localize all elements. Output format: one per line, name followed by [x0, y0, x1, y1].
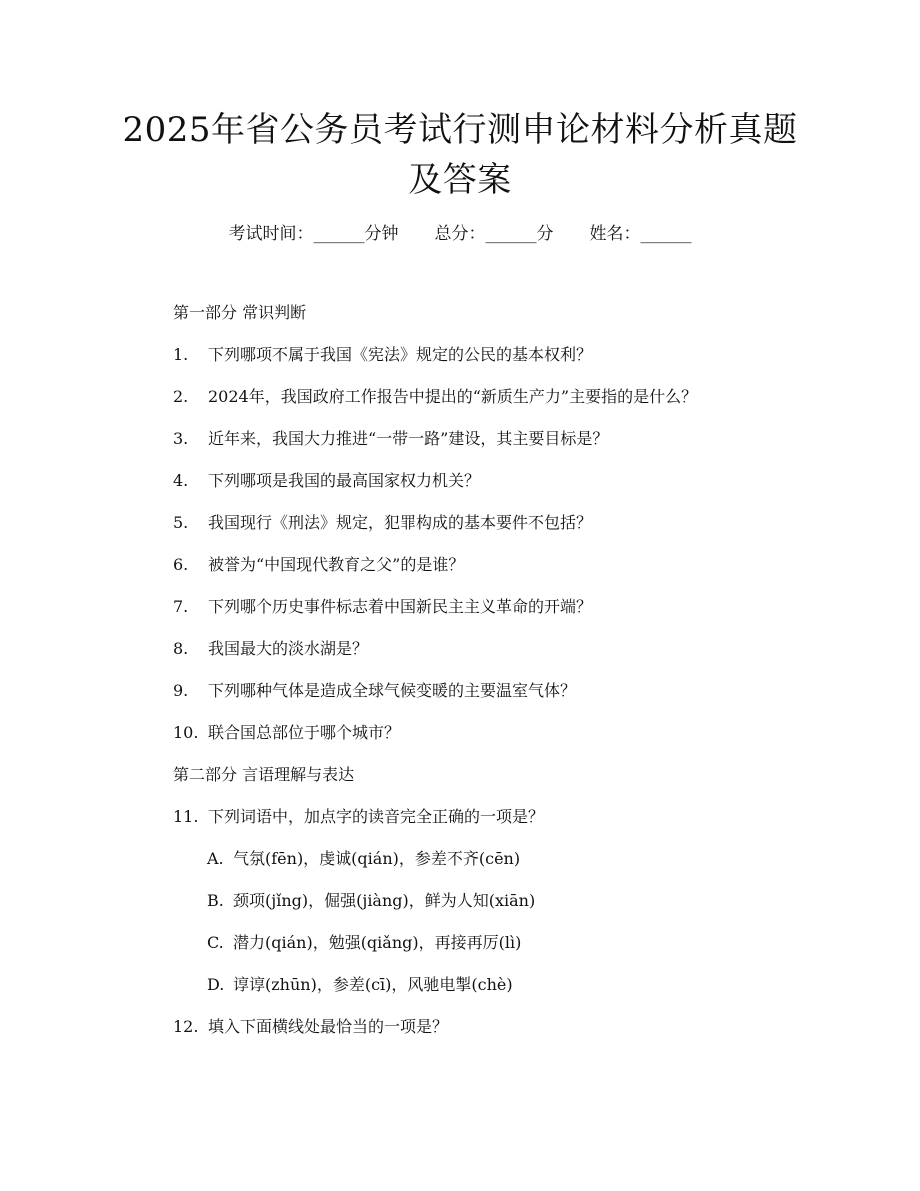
question-item: [173, 343, 592, 367]
question-text: 下列词语中，加点字的读音完全正确的一项是？: [208, 807, 545, 826]
question-item: [173, 1015, 448, 1039]
question-item: [173, 469, 480, 493]
question-item: [173, 637, 368, 661]
option-letter: A.: [207, 849, 224, 868]
answer-option: [207, 889, 535, 913]
document-title-line2: 及答案: [408, 160, 512, 200]
question-number: 9.: [173, 681, 189, 700]
question-item: [173, 553, 464, 577]
question-text: 2024年，我国政府工作报告中提出的“新质生产力”主要指的是什么？: [208, 387, 698, 406]
answer-option: [207, 847, 520, 871]
question-text: 我国现行《刑法》规定，犯罪构成的基本要件不包括？: [208, 513, 593, 532]
question-number: 8.: [173, 639, 189, 658]
exam-meta-row: [0, 221, 920, 247]
option-letter: B.: [207, 891, 224, 910]
document-title-line1: 2025年省公务员考试行测申论材料分析真题: [122, 110, 798, 150]
question-number: 12.: [173, 1017, 199, 1036]
question-text: 我国最大的淡水湖是？: [208, 639, 369, 658]
question-item: [173, 427, 608, 451]
question-item: [173, 679, 576, 703]
question-item: [173, 385, 697, 409]
option-text: 谆谆(zhūn)，参差(cī)，风驰电掣(chè): [233, 975, 513, 994]
answer-option: [207, 931, 521, 955]
question-item: [173, 805, 544, 829]
question-number: 10.: [173, 723, 199, 742]
question-text: 被誉为“中国现代教育之父”的是谁？: [208, 555, 465, 574]
question-number: 4.: [173, 471, 189, 490]
total-score-label: 总分：______分: [434, 224, 554, 244]
question-text: 近年来，我国大力推进“一带一路”建设，其主要目标是？: [208, 429, 609, 448]
question-number: 1.: [173, 345, 189, 364]
option-text: 颈项(jǐng)，倔强(jiàng)，鲜为人知(xiān): [233, 891, 536, 910]
question-number: 2.: [173, 387, 189, 406]
question-text: 下列哪种气体是造成全球气候变暖的主要温室气体？: [208, 681, 577, 700]
question-number: 5.: [173, 513, 189, 532]
answer-option: [207, 973, 513, 997]
question-text: 下列哪个历史事件标志着中国新民主主义革命的开端？: [208, 597, 593, 616]
option-text: 潜力(qián)，勉强(qiǎng)，再接再厉(lì): [233, 933, 522, 952]
option-letter: D.: [207, 975, 225, 994]
question-number: 7.: [173, 597, 189, 616]
question-text: 联合国总部位于哪个城市？: [208, 723, 401, 742]
option-letter: C.: [207, 933, 224, 952]
question-text: 下列哪项是我国的最高国家权力机关？: [208, 471, 481, 490]
question-text: 下列哪项不属于我国《宪法》规定的公民的基本权利？: [208, 345, 593, 364]
student-name-label: 姓名：______: [589, 224, 692, 244]
option-text: 气氛(fēn)，虔诚(qián)，参差不齐(cēn): [233, 849, 521, 868]
question-item: [173, 721, 400, 745]
question-number: 3.: [173, 429, 189, 448]
question-item: [173, 511, 592, 535]
question-item: [173, 595, 592, 619]
exam-time-label: 考试时间：______分钟: [228, 224, 399, 244]
question-number: 6.: [173, 555, 189, 574]
question-number: 11.: [173, 807, 199, 826]
section-heading-part2: 第二部分 言语理解与表达: [173, 765, 355, 784]
question-text: 填入下面横线处最恰当的一项是？: [208, 1017, 449, 1036]
section-heading-part1: 第一部分 常识判断: [173, 303, 307, 322]
